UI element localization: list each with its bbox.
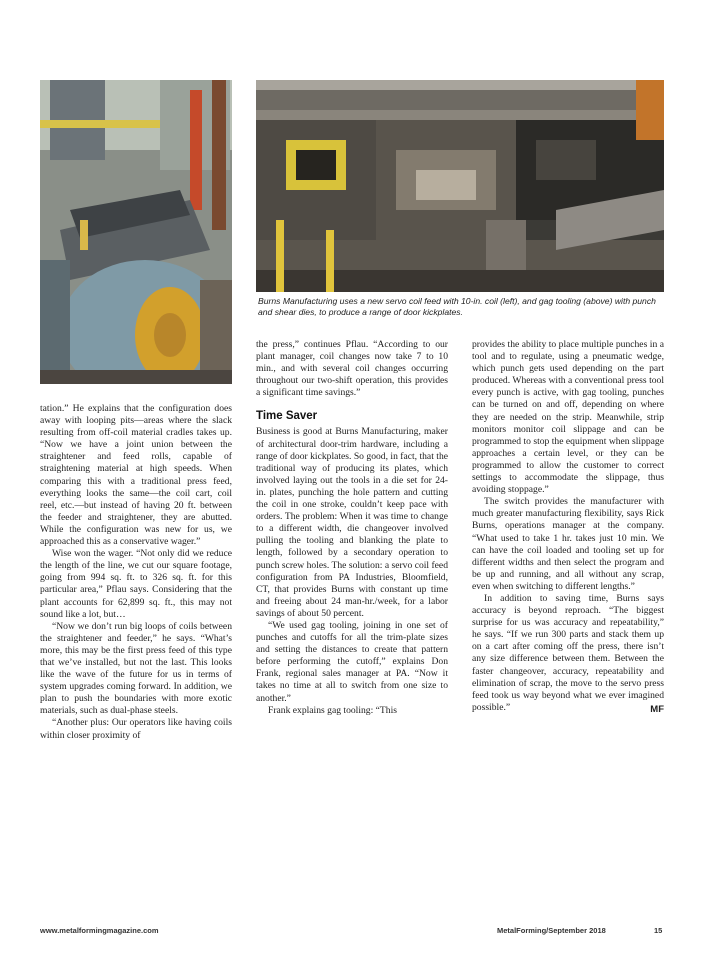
paragraph: “We used gag tooling, joining in one set of punches and cutoffs for all the trim-plate sizes and setting the distances to create that pattern before performing the cutoff,” explains Don Frank, regional sales manager at PA. “Now it takes no time at all to switch from one size to another.” xyxy=(256,619,448,704)
article-column-2 xyxy=(256,339,448,717)
paragraph: The switch provides the manufacturer with much greater manufacturing flexibility, says Rick Burns, operations manager at the company. “What used to take 1 hr. takes just 10 min. We can have the coil loaded and tooling set up for different widths and then select the program and be up and running, and all without any scrap, even when switching to different lengths.” xyxy=(472,496,664,592)
paragraph: Wise won the wager. “Not only did we reduce the length of the line, we cut our square footage, going from 994 sq. ft. to 326 sq. ft. for this particular area,” Pflau says. Considering that the plant accounts for 62,899 sq. ft., this may not sound like a lot, but… xyxy=(40,548,232,620)
footer-issue: MetalForming/September 2018 xyxy=(497,926,606,935)
article-column-1 xyxy=(40,403,232,742)
paragraph: “Now we don’t run big loops of coils between the straightener and feeder,” he says. “What’s more, this may be the first press feed of this type that we’ve installed, but not the last. This looks like the wave of the future for us in terms of system upgrades coming forward. In addition, we plan to push the boundaries with more exotic materials, such as dual-phase steels. xyxy=(40,620,232,717)
paragraph: tation.” He explains that the configuration does away with looping pits—areas where the slack resulting from off-coil material cradles takes up. “Now we have a joint union between the straightener and feed rolls, capable of straightening material at high speeds. When comparing this with a traditional press feed, everything looks the same—the coil cart, coil reel, etc.—but instead of having 20 ft. between the feeder and straightener, they are abutted. While the configuration was new for us, we approached this as a conservative wager.” xyxy=(40,403,232,548)
footer-website: www.metalformingmagazine.com xyxy=(40,926,159,935)
page-number: 15 xyxy=(654,926,663,935)
end-mark: MF xyxy=(650,703,664,715)
photo-caption: Burns Manufacturing uses a new servo coil feed with 10-in. coil (left), and gag tooling (above) with punch and shear dies, to produce a range of door kickplates. xyxy=(258,296,656,317)
paragraph: Frank explains gag tooling: “This xyxy=(268,704,397,716)
coil-feed-photo xyxy=(40,80,232,384)
paragraph: “Another plus: Our operators like having coils within closer proximity of xyxy=(40,717,232,741)
paragraph: Business is good at Burns Manufacturing, maker of architectural door-trim hardware, including a range of door kickplates. So good, in fact, that the traditional way of producing its plates, which involved laying out the tools in a die set for 24-in. plates, punching the hole pattern and cutting the coil in one stroke, couldn’t keep pace with orders. The problem: When it was time to change to a different width, die changeover involved pulling the tooling and blanking the plate to length, followed by a secondary operation to punch screw holes. The solution: a servo coil feed configuration from PA Industries, Bloomfield, CT, that provides Burns with constant up time and freeing about 24 man-hr./week, for a labor savings of about 50 percent. xyxy=(256,426,448,619)
paragraph: the press,” continues Pflau. “According to our plant manager, coil changes now take 7 to 10 min., and with several coil changes occurring throughout our two-shift operation, this provides a significant time savings.” xyxy=(256,339,448,399)
paragraph: provides the ability to place multiple punches in a tool and to regulate, using a pneumatic wedge, which punch gets used depending on the part produced. Whereas with a conventional press tool every punch is active, with gag tooling, punches can be turned on and off, depending on where they are needed on the strip. Meanwhile, strip monitors monitor coil slippage and can be programmed to stop the equipment when slippage approaches a certain level, or they can be programmed to allow the customer to correct settings to accommodate the slippage, thus avoiding stoppage.” xyxy=(472,339,664,496)
paragraph: In addition to saving time, Burns says accuracy is beyond reproach. “The biggest surprise for us was accuracy and repeatability,” he says. “If we run 300 parts and stack them up on a cart after coming off the press, there isn’t any size difference between them. Between the faster changeover, accuracy, repeatability and elimination of scrap, the move to the servo press feed took us way beyond what we ever imagined possible.” xyxy=(472,592,664,713)
article-column-3 xyxy=(472,339,664,716)
section-heading: Time Saver xyxy=(256,410,318,423)
gag-tooling-photo xyxy=(256,80,664,292)
